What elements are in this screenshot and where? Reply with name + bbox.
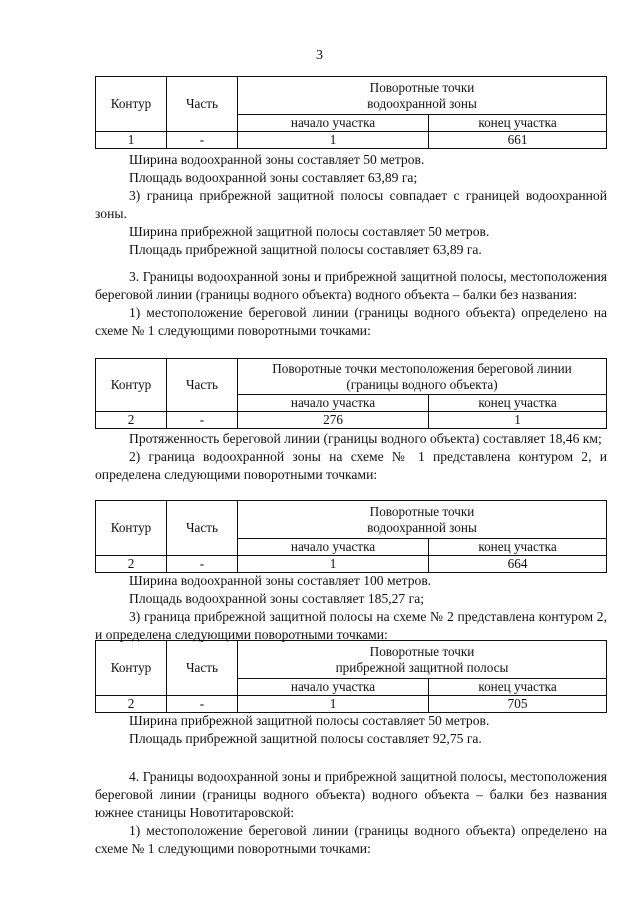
paragraph: Ширина прибрежной защитной полосы составляет 50 метров. [129,713,490,728]
header-end: конец участка [429,539,607,556]
paragraph: Площадь прибрежной защитной полосы составляет 92,75 га. [129,731,482,746]
section-3 [95,268,607,340]
section-4 [95,768,607,858]
header-end: конец участка [429,679,607,696]
cell-start: 276 [238,412,429,429]
table-water-protection-zone-points [95,500,607,573]
section-3-zone-text [95,572,607,644]
table-4-block [95,640,607,713]
header-turning-points [238,641,607,679]
paragraph: 1) местоположение береговой линии (границы водного объекта) определено на схеме № 1 следующими поворотными точками: [95,823,607,856]
header-turning-points [238,77,607,115]
paragraph: Площадь водоохранной зоны составляет 185,27 га; [129,591,425,606]
section-heading: 3. Границы водоохранной зоны и прибрежной защитной полосы, местоположения береговой линии (границы водного объекта) водного объекта – балки без названия: [95,269,607,302]
header-chast: Часть [167,77,238,132]
section-3-shoreline-text [95,430,607,484]
cell-start: 1 [238,696,429,713]
header-kontur: Контур [96,77,167,132]
header-line-2: прибрежной защитной полосы [335,659,509,675]
paragraph: Площадь водоохранной зоны составляет 63,89 га; [129,170,418,185]
section-3-coastal-text [95,712,607,748]
paragraph: Площадь прибрежной защитной полосы составляет 63,89 га. [129,242,482,257]
cell-kontur: 1 [96,132,167,149]
header-kontur: Контур [96,501,167,556]
header-turning-points [238,501,607,539]
header-line-1: Поворотные точки местоположения береговой линии [272,360,572,376]
header-line-1: Поворотные точки [369,503,475,519]
table-1-block [95,76,607,149]
header-line-1: Поворотные точки [369,643,475,659]
cell-kontur: 2 [96,412,167,429]
cell-start: 1 [238,132,429,149]
header-chast: Часть [167,359,238,412]
paragraph: Ширина прибрежной защитной полосы составляет 50 метров. [129,224,490,239]
paragraph: 3) граница прибрежной защитной полосы совпадает с границей водоохранной зоны. [95,188,607,221]
header-line-2: (границы водного объекта) [346,376,498,392]
cell-kontur: 2 [96,556,167,573]
header-end: конец участка [429,395,607,412]
header-line-2: водоохранной зоны [367,95,477,111]
cell-kontur: 2 [96,696,167,713]
cell-start: 1 [238,556,429,573]
header-line-2: водоохранной зоны [367,519,477,535]
header-start: начало участка [238,395,429,412]
header-start: начало участка [238,679,429,696]
cell-end: 661 [429,132,607,149]
table-2-block [95,358,607,429]
paragraph: Ширина водоохранной зоны составляет 50 метров. [129,152,425,167]
header-line-1: Поворотные точки [369,79,475,95]
paragraph: 1) местоположение береговой линии (границы водного объекта) определено на схеме № 1 следующими поворотными точками: [95,305,607,338]
header-chast: Часть [167,501,238,556]
table-shoreline-points [95,358,607,429]
cell-end: 705 [429,696,607,713]
header-end: конец участка [429,115,607,132]
table-turning-points-1 [95,76,607,149]
cell-end: 664 [429,556,607,573]
cell-chast: - [167,696,238,713]
table-3-block [95,500,607,573]
paragraph: Протяженность береговой линии (границы водного объекта) составляет 18,46 км; [129,431,602,446]
header-chast: Часть [167,641,238,696]
cell-chast: - [167,556,238,573]
cell-chast: - [167,412,238,429]
page-number: 3 [316,48,323,63]
header-kontur: Контур [96,641,167,696]
header-start: начало участка [238,115,429,132]
paragraph: Ширина водоохранной зоны составляет 100 метров. [129,573,432,588]
cell-end: 1 [429,412,607,429]
cell-chast: - [167,132,238,149]
header-kontur: Контур [96,359,167,412]
table-coastal-strip-points [95,640,607,713]
section-heading: 4. Границы водоохранной зоны и прибрежной защитной полосы, местоположения береговой линии (границы водного объекта) водного объекта – балки без названия южнее станицы Новотитаровской: [95,769,607,820]
paragraph: 3) граница прибрежной защитной полосы на схеме № 2 представлена контуром 2, и определена следующими поворотными точками: [95,609,607,642]
paragraph: 2) граница водоохранной зоны на схеме № 1 представлена контуром 2, и определена следующими поворотными точками: [95,449,607,482]
section-2-tail [95,151,607,259]
header-turning-points [238,359,607,395]
header-start: начало участка [238,539,429,556]
